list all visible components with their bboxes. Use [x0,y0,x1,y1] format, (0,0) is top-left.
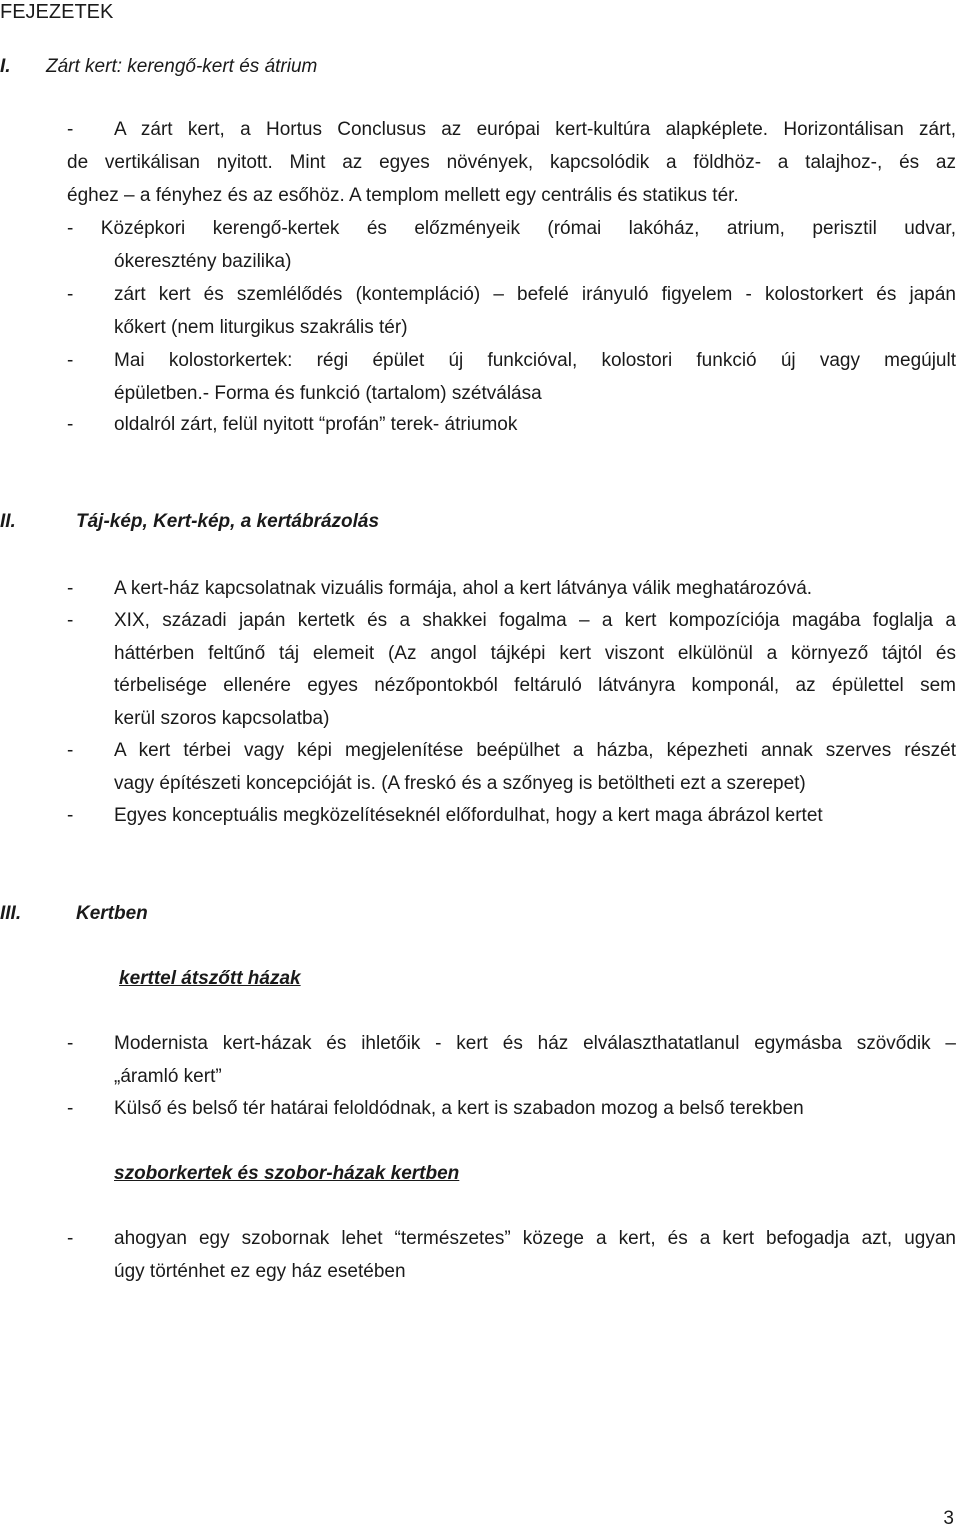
bullet-marker: - [67,805,74,826]
document-title: FEJEZETEK [0,1,114,23]
bullet-text: zárt kert és szemlélődés (kontempláció) – befelé irányuló figyelem - kolostorkert és japán [114,284,956,305]
subsection-title: kerttel átszőtt házak [119,968,301,989]
bullet-text: Modernista kert-házak és ihletőik - kert és ház elválaszthatatlanul egymásba szövődik – [114,1033,956,1054]
bullet-text: - Középkori kerengő-kertek és előzményeik (római lakóház, atrium, perisztil udvar, [67,218,956,239]
subsection-title: szoborkertek és szobor-házak kertben [114,1163,460,1184]
bullet-marker: - [67,414,74,435]
bullet-text: ahogyan egy szobornak lehet “természetes” közege a kert, és a kert befogadja azt, ugyan [114,1228,956,1249]
bullet-text: XIX, századi japán kertetk és a shakkei fogalma – a kert kompozíciója magába foglalja a [114,610,956,631]
bullet-text: Egyes konceptuális megközelítéseknél előfordulhat, hogy a kert maga ábrázol kertet [114,805,823,826]
bullet-text: Mai kolostorkertek: régi épület új funkcióval, kolostori funkció új vagy megújult [114,350,956,371]
bullet-marker: - [67,1098,74,1119]
bullet-marker: - [67,1033,74,1054]
section-title: Táj-kép, Kert-kép, a kertábrázolás [76,511,380,532]
bullet-text: „áramló kert” [114,1066,222,1087]
bullet-marker: - [67,578,74,599]
bullet-text: épületben.- Forma és funkció (tartalom) szétválása [114,383,542,404]
bullet-text: úgy történhet ez egy ház esetében [114,1261,406,1282]
section-number: I. [0,56,11,77]
bullet-text: de vertikálisan nyitott. Mint az egyes növények, kapcsolódik a földhöz- a talajhoz-, és az [67,152,956,173]
bullet-text: A kert térbei vagy képi megjelenítése beépülhet a házba, képezheti annak szerves részét [114,740,956,761]
bullet-marker: - [67,740,74,761]
bullet-text: kerül szoros kapcsolatba) [114,708,330,729]
section-number: II. [0,511,16,532]
bullet-marker: - [67,119,74,140]
bullet-text: oldalról zárt, felül nyitott “profán” terek- átriumok [114,414,518,435]
page-number: 3 [943,1508,954,1529]
bullet-marker: - [67,350,74,371]
bullet-text: vagy építészeti koncepcióját is. (A freskó és a szőnyeg is betöltheti ezt a szerepet) [114,773,806,794]
section-title: Zárt kert: kerengő-kert és átrium [46,56,318,77]
section-number: III. [0,903,22,924]
bullet-text: A kert-ház kapcsolatnak vizuális formája, ahol a kert látványa válik meghatározóvá. [114,578,813,599]
bullet-text: ókeresztény bazilika) [114,251,292,272]
bullet-text: térbelisége ellenére egyes nézőpontokból feltáruló látványra komponál, az épülettel sem [114,675,956,696]
bullet-marker: - [67,610,74,631]
bullet-marker: - [67,1228,74,1249]
bullet-text: A zárt kert, a Hortus Conclusus az európai kert-kultúra alapképlete. Horizontálisan zárt, [114,119,956,140]
bullet-text: Külső és belső tér határai feloldódnak, a kert is szabadon mozog a belső terekben [114,1098,804,1119]
bullet-text: kőkert (nem liturgikus szakrális tér) [114,317,408,338]
bullet-text: háttérben feltűnő táj elemeit (Az angol tájképi kert viszont elkülönül a környező tájtól és [114,643,956,664]
section-title: Kertben [76,903,148,924]
bullet-text: éghez – a fényhez és az esőhöz. A templom mellett egy centrális és statikus tér. [67,185,739,206]
bullet-marker: - [67,284,74,305]
